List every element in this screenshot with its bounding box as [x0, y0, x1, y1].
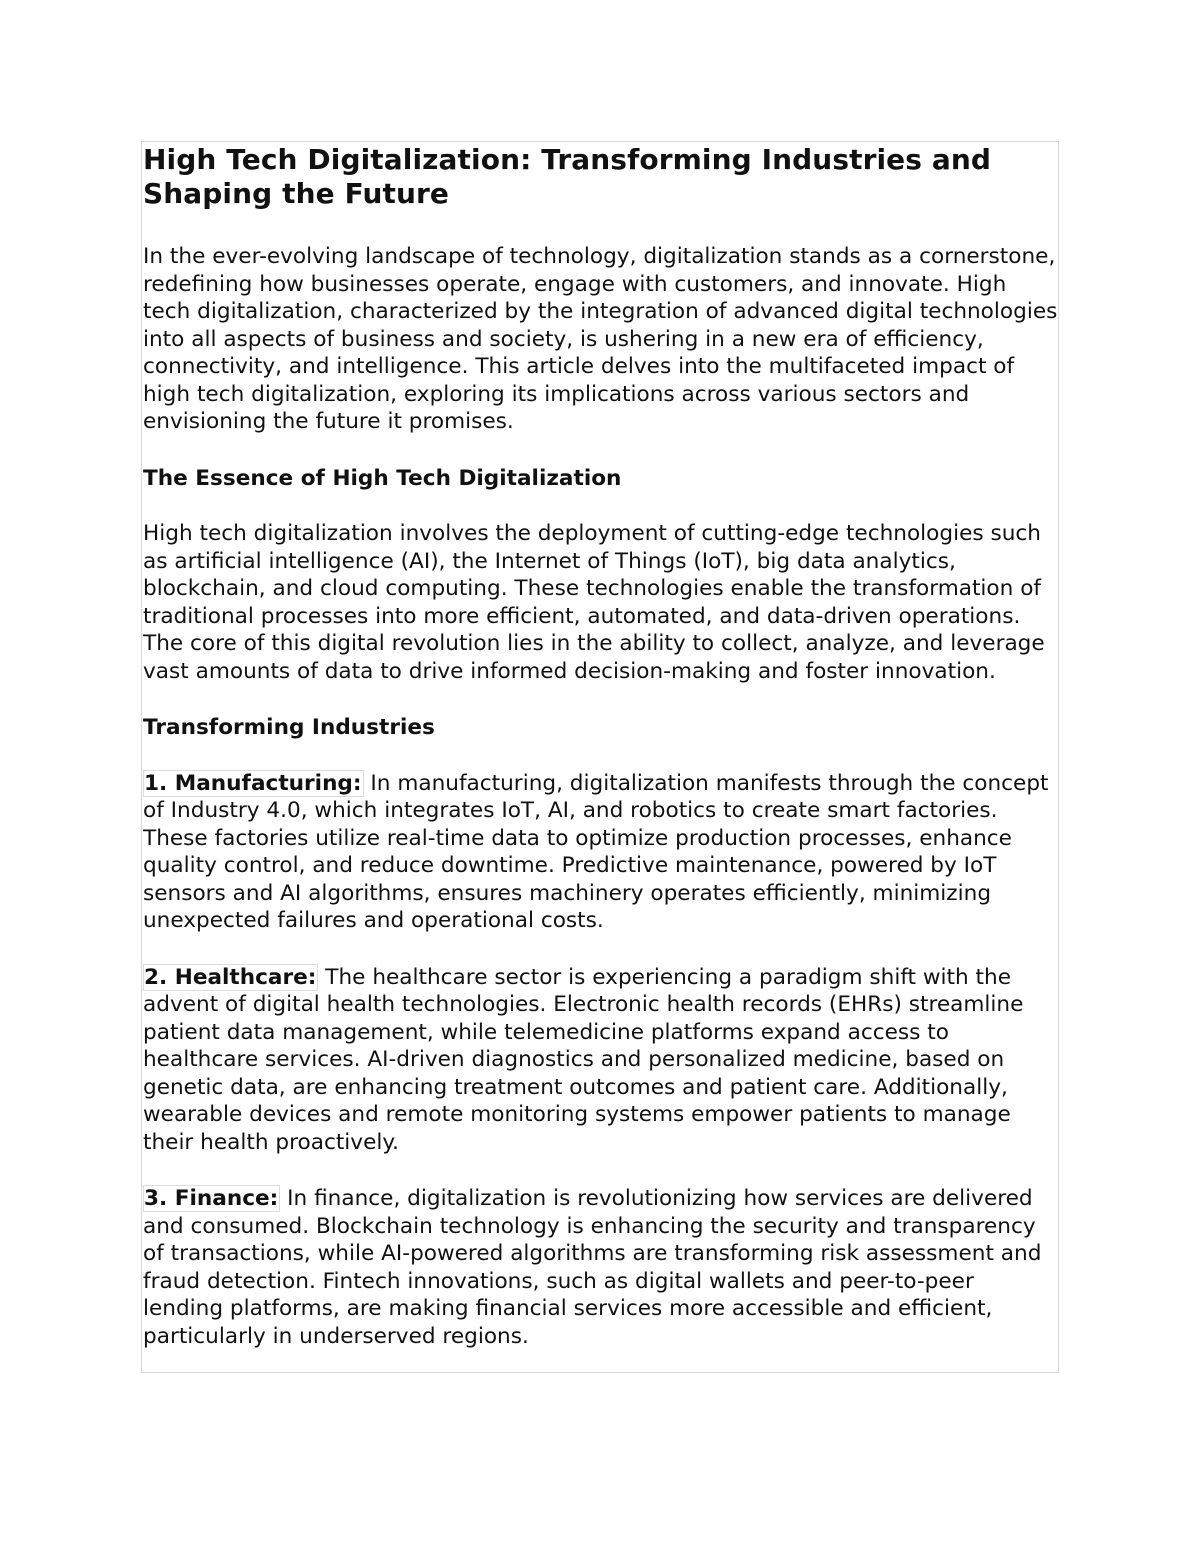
document-title: High Tech Digitalization: Transforming Industries and Shaping the Future — [143, 143, 992, 210]
industry-manufacturing — [143, 770, 1058, 935]
industries-heading: Transforming Industries — [143, 715, 435, 740]
industry-finance — [143, 1185, 1058, 1350]
industry-healthcare — [143, 964, 1058, 1157]
essence-heading: The Essence of High Tech Digitalization — [143, 465, 622, 491]
document-page — [141, 141, 1059, 1373]
industry-label: 3. Finance: — [144, 1186, 279, 1211]
industry-text: The healthcare sector is experiencing a paradigm shift with the advent of digital health technologies. Electronic health records (EHRs) streamline patient data management, while telemedicine platforms expand access to healthcare services. AI-driven diagnostics and personalized medicine, based on genetic data, are enhancing treatment outcomes and patient care. Additionally, wearable devices and remote monitoring systems empower patients to manage their health proactively. — [143, 964, 1024, 1155]
industry-label: 2. Healthcare: — [144, 964, 317, 990]
intro-paragraph: In the ever-evolving landscape of technology, digitalization stands as a cornerstone, redefining how businesses operate, engage with customers, and innovate. High tech digitalization, characterized by the integration of advanced digital technologies into all aspects of business and society, is ushering in a new era of efficiency, connectivity, and intelligence. This article delves into the multifaceted impact of high tech digitalization, exploring its implications across various sectors and envisioning the future it promises. — [143, 244, 1058, 434]
essence-paragraph: High tech digitalization involves the deployment of cutting-edge technologies such as artificial intelligence (AI), the Internet of Things (IoT), big data analytics, blockchain, and cloud computing. These technologies enable the transformation of traditional processes into more efficient, automated, and data-driven operations. The core of this digital revolution lies in the ability to collect, analyze, and leverage vast amounts of data to drive informed decision-making and foster innovation. — [143, 521, 1045, 684]
industry-text: In manufacturing, digitalization manifests through the concept of Industry 4.0, which integrates IoT, AI, and robotics to create smart factories. These factories utilize real-time data to optimize production processes, enhance quality control, and reduce downtime. Predictive maintenance, powered by IoT sensors and AI algorithms, ensures machinery operates efficiently, minimizing unexpected failures and operational costs. — [143, 770, 1049, 933]
industry-text: In finance, digitalization is revolutionizing how services are delivered and consumed. Blockchain technology is enhancing the security and transparency of transactions, while AI-powered algorithms are transforming risk assessment and fraud detection. Fintech innovations, such as digital wallets and peer-to-peer lending platforms, are making financial services more accessible and efficient, particularly in underserved regions. — [143, 1186, 1042, 1349]
industry-label: 1. Manufacturing: — [144, 770, 362, 796]
